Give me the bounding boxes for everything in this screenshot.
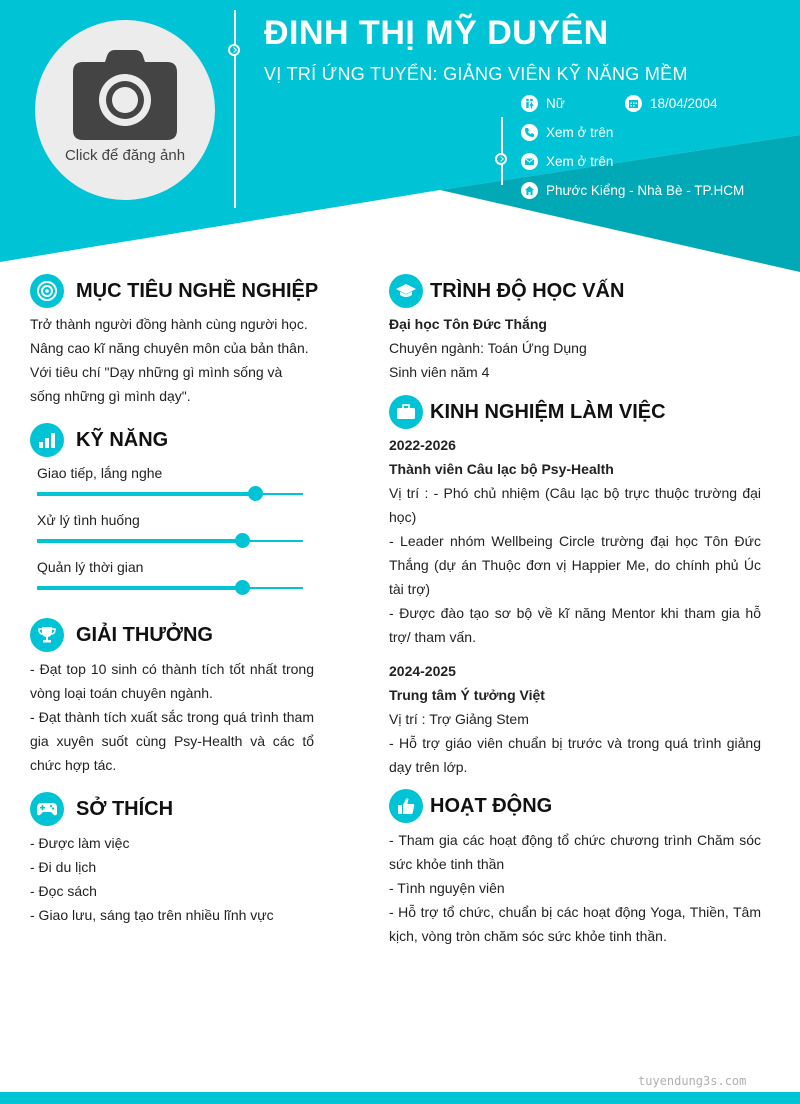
- bar-chart-icon: [30, 423, 64, 457]
- mail-icon: [521, 153, 538, 170]
- watermark: tuyendung3s.com: [638, 1074, 747, 1088]
- address-value: Phước Kiểng - Nhà Bè - TP.HCM: [546, 183, 745, 198]
- school-name: Đại học Tôn Đức Thắng: [389, 316, 547, 332]
- activity-item: - Tham gia các hoạt động tổ chức chương trình Chăm sóc sức khỏe tinh thần: [389, 832, 761, 872]
- job-detail: Vị trí : - Phó chủ nhiệm (Câu lạc bộ trực thuộc trường đại học): [389, 485, 761, 525]
- job-organization: Trung tâm Ý tưởng Việt: [389, 687, 545, 703]
- phone-icon: [521, 124, 538, 141]
- phone-info: [521, 124, 613, 141]
- chevron-right-icon: [228, 44, 240, 56]
- thumbs-up-icon: [389, 789, 423, 823]
- calendar-icon: [625, 95, 642, 112]
- phone-value: Xem ở trên: [546, 125, 614, 140]
- applied-position: VỊ TRÍ ỨNG TUYỂN: GIẢNG VIÊN KỸ NĂNG MỀM: [264, 64, 688, 84]
- email-value: Xem ở trên: [546, 154, 614, 169]
- birthdate-info: [625, 95, 718, 112]
- job-organization: Thành viên Câu lạc bộ Psy-Health: [389, 461, 614, 477]
- objective-line: Nâng cao kĩ năng chuyên môn của bản thân.: [30, 340, 309, 356]
- gender-info: [521, 95, 565, 112]
- objective-line: Với tiêu chí "Dạy những gì mình sống và sống những gì mình dạy".: [30, 364, 283, 404]
- experience-job: [389, 433, 761, 649]
- awards-list: [30, 657, 314, 777]
- chevron-right-icon: [495, 153, 507, 165]
- hobbies-list: [30, 831, 314, 927]
- section-education-title: TRÌNH ĐỘ HỌC VẤN: [389, 274, 624, 308]
- section-hobbies-title: SỞ THÍCH: [30, 792, 173, 826]
- job-period: 2022-2026: [389, 437, 456, 453]
- hobby-item: - Đọc sách: [30, 883, 97, 899]
- briefcase-icon: [389, 395, 423, 429]
- education-major: Chuyên ngành: Toán Ứng Dụng: [389, 340, 587, 356]
- skill-label: Quản lý thời gian: [37, 559, 144, 575]
- target-icon: [30, 274, 64, 308]
- hobby-item: - Đi du lịch: [30, 859, 97, 875]
- section-experience-title: KINH NGHIỆM LÀM VIỆC: [389, 395, 666, 429]
- skill-bar[interactable]: [37, 493, 303, 495]
- activity-item: - Tình nguyện viên: [389, 880, 505, 896]
- section-objective-title: MỤC TIÊU NGHỀ NGHIỆP: [30, 274, 318, 308]
- award-item: - Đạt thành tích xuất sắc trong quá trình tham gia xuyên suốt cùng Psy-Health và các tổ chức hợp tác.: [30, 709, 314, 773]
- section-skills-title: KỸ NĂNG: [30, 423, 168, 457]
- birthdate-value: 18/04/2004: [650, 96, 718, 111]
- slider-handle[interactable]: [248, 486, 263, 501]
- home-icon: [521, 182, 538, 199]
- education-content: [389, 312, 761, 384]
- footer-bar: [0, 1092, 800, 1104]
- hobby-item: - Được làm việc: [30, 835, 130, 851]
- skill-bar[interactable]: [37, 587, 303, 589]
- header-divider: [234, 10, 236, 208]
- award-item: - Đạt top 10 sinh có thành tích tốt nhất trong vòng loại toán chuyên ngành.: [30, 661, 314, 701]
- objective-text: [30, 312, 314, 408]
- gamepad-icon: [30, 792, 64, 826]
- job-detail: Vị trí : Trợ Giảng Stem: [389, 711, 529, 727]
- cv-header: [0, 0, 800, 275]
- trophy-icon: [30, 618, 64, 652]
- job-detail: - Hỗ trợ giáo viên chuẩn bị trước và trong quá trình giảng dạy trên lớp.: [389, 735, 761, 775]
- job-detail: - Leader nhóm Wellbeing Circle trường đại học Tôn Đức Thắng (dự án Thuộc đơn vị Happier Me, do chính phủ Úc tài trợ): [389, 533, 761, 597]
- slider-handle[interactable]: [235, 580, 250, 595]
- email-info: [521, 153, 613, 170]
- skill-label: Giao tiếp, lắng nghe: [37, 465, 163, 481]
- job-detail: - Được đào tạo sơ bộ về kĩ năng Mentor khi tham gia hỗ trợ/ tham vấn.: [389, 605, 761, 645]
- skill-bar[interactable]: [37, 540, 303, 542]
- objective-line: Trở thành người đồng hành cùng người học.: [30, 316, 308, 332]
- gender-value: Nữ: [546, 96, 565, 111]
- contact-divider: [501, 117, 503, 185]
- slider-handle[interactable]: [235, 533, 250, 548]
- section-awards-title: GIẢI THƯỞNG: [30, 618, 213, 652]
- avatar-upload[interactable]: [35, 20, 215, 200]
- education-year: Sinh viên năm 4: [389, 364, 490, 380]
- activities-list: [389, 828, 761, 948]
- skill-label: Xử lý tình huống: [37, 512, 140, 528]
- hobby-item: - Giao lưu, sáng tạo trên nhiều lĩnh vực: [30, 907, 274, 923]
- graduation-cap-icon: [389, 274, 423, 308]
- job-period: 2024-2025: [389, 663, 456, 679]
- candidate-name: ĐINH THỊ MỸ DUYÊN: [264, 14, 609, 52]
- address-info: [521, 182, 744, 199]
- experience-job: [389, 659, 761, 779]
- activity-item: - Hỗ trợ tổ chức, chuẩn bị các hoạt động Yoga, Thiền, Tâm kịch, vòng tròn chăm sóc sức khỏe tinh thần.: [389, 904, 761, 944]
- gender-icon: [521, 95, 538, 112]
- camera-icon: [71, 48, 179, 142]
- photo-caption: Click để đăng ảnh: [64, 147, 186, 164]
- section-activities-title: HOẠT ĐỘNG: [389, 789, 552, 823]
